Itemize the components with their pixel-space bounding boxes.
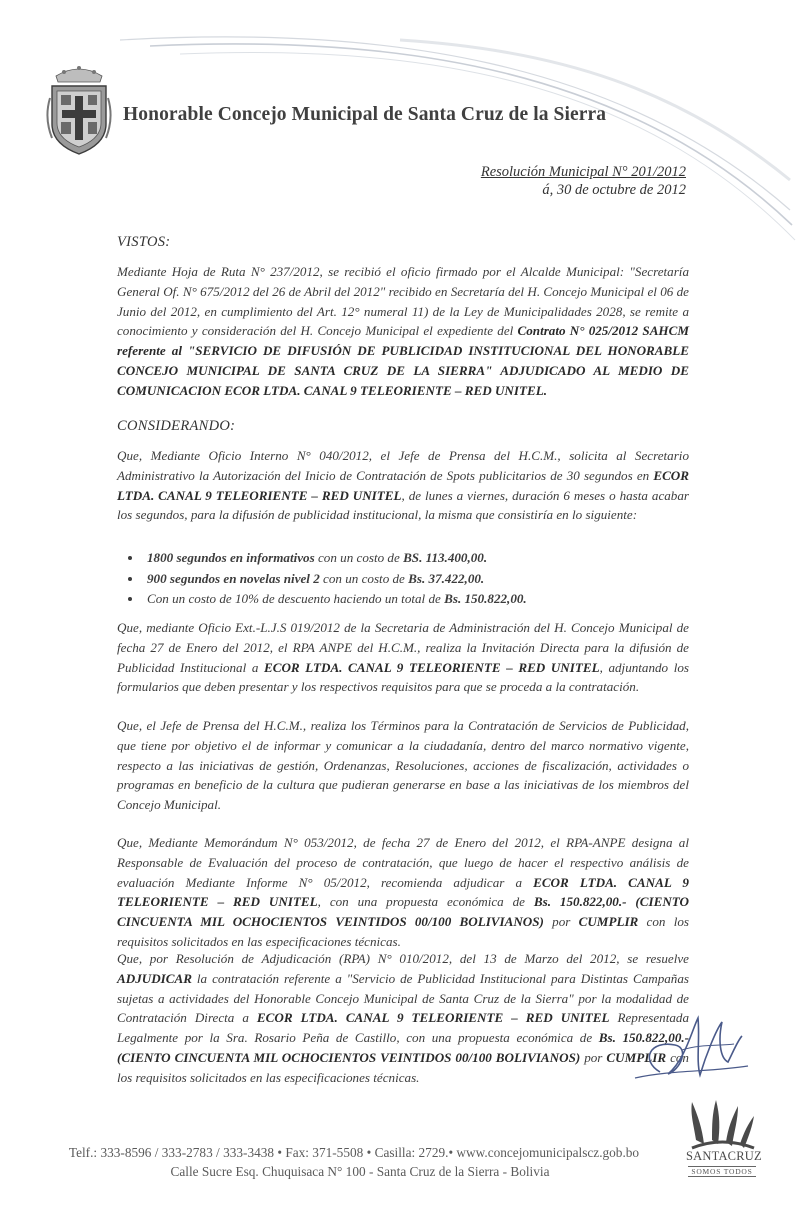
bullet-item [143,548,703,569]
vistos-paragraph [117,262,689,401]
considerando-paragraph-3 [117,716,689,815]
bullet-item-text: con un costo de [319,570,409,586]
paragraph-text: mediante Oficio Ext.-L.J.S 019/2012 de la Secretaria de Administración del H. Concejo Municipal de fecha 27 de Enero del 2012, el RPA ANPE del H.C.M., realiza la Invitación Directa para la difusión de Publicidad Institucional a [117,620,689,675]
amount-text: Bs. 150.822,00.- (CIENTO CINCUENTA MIL OCHOCIENTOS VEINTIDOS 00/100 BOLIVIANOS) [117,1030,689,1065]
footer-contact [40,1143,680,1181]
santa-cruz-logo-name: SANTACRUZ [686,1149,762,1163]
amount-text: Bs. 150.822,00.- (CIENTO CINCUENTA MIL OCHOCIENTOS VEINTIDOS 00/100 BOLIVIANOS) [117,894,689,930]
paragraph-text: con los requisitos solicitados en las especificaciones técnicas. [117,1049,689,1085]
bullet-item-text: con un costo de [314,550,404,565]
bullet-item-amount: BS. 113.400,00. [403,550,488,565]
vistos-contract-reference: Contrato N° 025/2012 SAHCM referente al "SERVICIO DE DIFUSIÓN DE PUBLICIDAD INSTITUCIONAL DEL HONORABLE CONCEJO MUNICIPAL DE SANTA CRUZ DE LA SIERRA" ADJUDICADO AL MEDIO DE COMUNICACION ECOR LTDA. CANAL 9 TELEORIENTE – RED UNITEL. [117,323,689,398]
considerando-paragraph-2 [117,618,689,697]
considerando-paragraph-4 [117,833,689,952]
resolution-header [481,164,686,199]
company-name: ECOR LTDA. CANAL 9 TELEORIENTE – RED UNITEL [117,467,689,503]
que-label: Que, [117,835,143,850]
coat-of-arms-icon [44,58,114,158]
considerando-paragraph-5 [117,949,689,1088]
paragraph-text: Mediante Oficio Interno N° 040/2012, el Jefe de Prensa del H.C.M., solicita al Secretario Administrativo la Autorización del Inicio de Contratación de Spots publicitarios de 30 segundos en [117,448,689,483]
que-label: Que, [117,951,143,966]
considerando-paragraph-1 [117,446,689,525]
company-name: ECOR LTDA. CANAL 9 TELEORIENTE – RED UNITEL [256,1010,610,1026]
bullet-item-title: 1800 segundos en informativos [147,550,315,565]
adjudicar-text: ADJUDICAR [117,970,192,986]
paragraph-text: , con una propuesta económica de [317,894,534,910]
paragraph-text: , de lunes a viernes, duración 6 meses o hasta acabar los segundos, para la difusión de publicidad institucional, la misma que consistiría en lo siguiente: [117,487,689,523]
company-name: ECOR LTDA. CANAL 9 TELEORIENTE – RED UNITEL [263,659,600,675]
company-name: ECOR LTDA. CANAL 9 TELEORIENTE – RED UNITEL [117,874,689,910]
cumplir-text: CUMPLIR [578,914,639,930]
bullet-item-amount: Bs. 37.422,00. [408,570,485,586]
cumplir-text: CUMPLIR [606,1049,667,1065]
que-label: Que, [117,620,143,635]
que-label: Que, [117,448,143,463]
considerando-heading: CONSIDERANDO: [117,418,236,434]
paragraph-text: el Jefe de Prensa del H.C.M., realiza los Términos para la Contratación de Servicios de Publicidad, que tiene por objetivo el de informar y comunicar a la ciudadanía, dentro del marco normativo vigente, respecto a las iniciativas de gestión, Ordenanzas, Resoluciones, acciones de fiscalización, actividades o programas en beneficio de la cultura que pudieran generarse en base a las iniciativas de los miembros del Concejo Municipal. [117,718,689,813]
handwritten-signature [630,1000,750,1095]
que-label: Que, [117,718,143,733]
footer-contact-line: Telf.: 333-8596 / 333-2783 / 333-3438 • Fax: 371-5508 • Casilla: 2729.• www.concejomunicipalscz.gob.bo [68,1145,640,1160]
paragraph-text: por [543,914,579,930]
organization-title: Honorable Concejo Municipal de Santa Cruz de la Sierra [123,104,607,125]
header-swoosh-decoration [0,0,800,260]
paragraph-text: , adjuntando los formularios que deben presentar y los respectivos requisitos para que se proceda a la contratación. [117,659,689,695]
bullet-item [143,589,703,610]
vistos-heading: VISTOS: [117,234,171,250]
bullet-item [143,569,703,590]
resolution-date: á, 30 de octubre de 2012 [542,182,686,198]
paragraph-text: la contratación referente a "Servicio de Publicidad Institucional para Distintas Campañas sujetas a actividades del Honorable Concejo Municipal de Santa Cruz de la Sierra" por la modalidad de Contratación Directa a [117,970,689,1026]
santa-cruz-logo-tagline: SOMOS TODOS [688,1166,756,1177]
paragraph-text: por [580,1049,607,1065]
bullet-item-amount: Bs. 150.822,00. [444,591,527,607]
bullet-item-title: 900 segundos en novelas nivel 2 [147,570,320,586]
footer-address-line: Calle Sucre Esq. Chuquisaca N° 100 - Santa Cruz de la Sierra - Bolivia [170,1164,550,1179]
paragraph-text: Mediante Memorándum N° 053/2012, de fecha 27 de Enero del 2012, el RPA-ANPE designa al Responsable de Evaluación del proceso de contratación, que luego de hacer el respectivo análisis de evaluación Mediante Informe N° 05/2012, recomienda adjudicar a [117,835,689,890]
paragraph-text: Representada Legalmente por la Sra. Rosario Peña de Castillo, con una propuesta económica de [117,1010,689,1046]
resolution-number: Resolución Municipal N° 201/2012 [480,164,686,180]
bullet-item-text: Con un costo de 10% de descuento haciendo un total de [147,591,445,607]
paragraph-text: por Resolución de Adjudicación (RPA) N° 010/2012, del 13 de Marzo del 2012, se resuelve [142,951,689,966]
vistos-text: Mediante Hoja de Ruta N° 237/2012, se recibió el oficio firmado por el Alcalde Municipal: "Secretaría General Of. N° 675/2012 del 26 de Abril del 2012" recibido en Secretaría del H. Concejo Municipal el 06 de Junio del 2012, en cumplimiento del Art. 12° numeral 11) de la Ley de Municipalidades 2028, se remite a conocimiento y consideración del H. Concejo Municipal el expediente del [117,264,689,339]
cost-bullet-list [117,548,703,610]
paragraph-text: con los requisitos solicitados en las especificaciones técnicas. [117,914,689,949]
